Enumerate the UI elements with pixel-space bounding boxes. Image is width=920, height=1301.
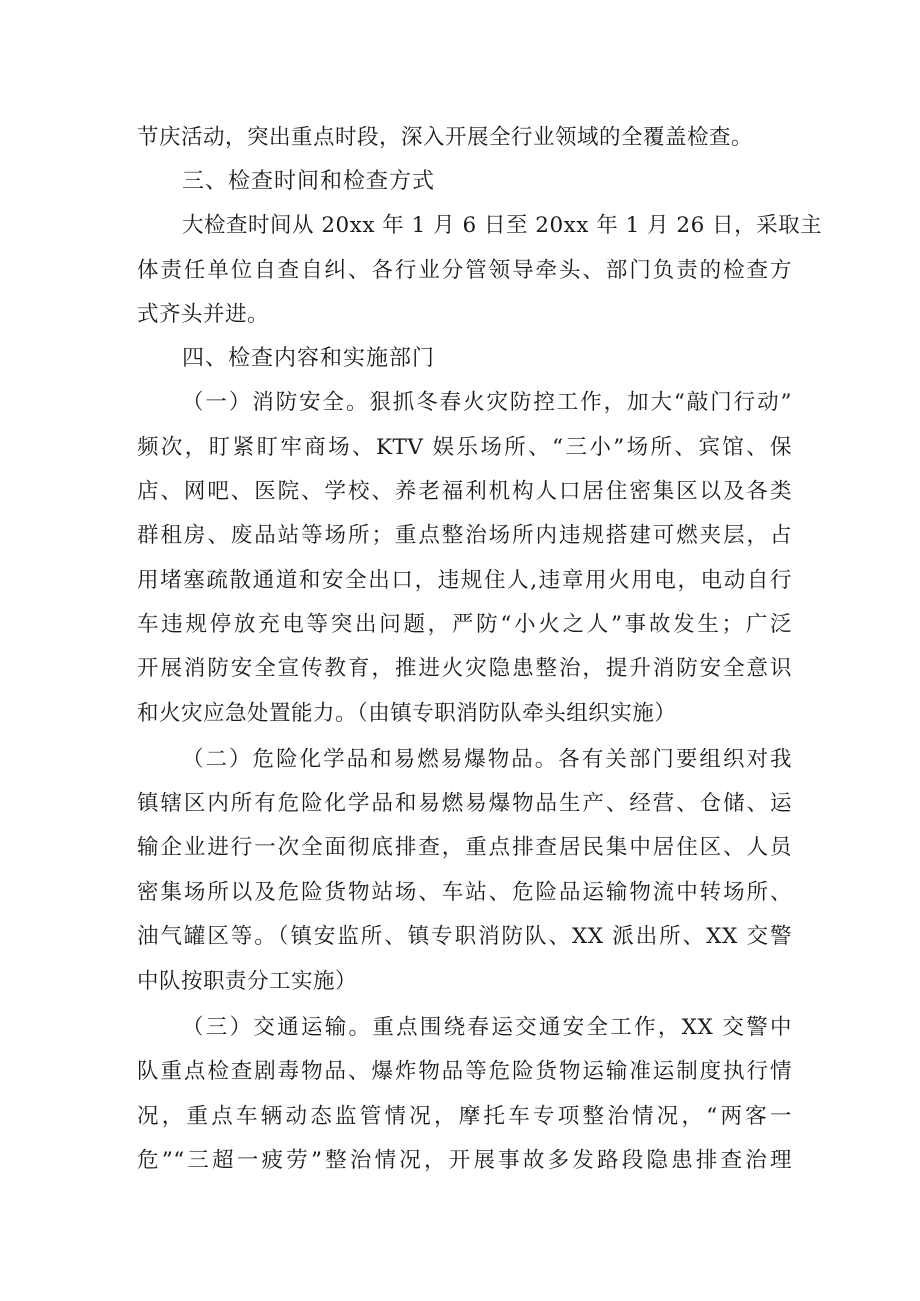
section-heading-4: 四、检查内容和实施部门 <box>182 346 436 371</box>
paragraph-line: 密集场所以及危险货物站场、车站、危险品运输物流中转场所、 <box>137 880 792 905</box>
paragraph-line: 中队按职责分工实施） <box>137 969 358 994</box>
paragraph-line: 群租房、废品站等场所；重点整治场所内违规搭建可燃夹层，占 <box>137 523 792 548</box>
paragraph-line: 镇辖区内所有危险化学品和易燃易爆物品生产、经营、仓储、运 <box>137 791 792 816</box>
paragraph-line: 用堵塞疏散通道和安全出口，违规住人,违章用火用电，电动自行 <box>137 568 792 593</box>
paragraph-line: 式齐头并进。 <box>137 302 270 327</box>
paragraph-line: 车违规停放充电等突出问题，严防“小火之人”事故发生；广泛 <box>137 612 792 637</box>
paragraph-line: （一）消防安全。狠抓冬春火灾防控工作，加大“敲门行动” <box>182 390 792 415</box>
paragraph-line: 开展消防安全宣传教育，推进火灾隐患整治，提升消防安全意识 <box>137 656 792 681</box>
paragraph-line: 危”“三超一疲劳”整治情况，开展事故多发路段隐患排查治理 <box>137 1148 792 1173</box>
paragraph-line: 频次，盯紧盯牢商场、KTV 娱乐场所、“三小”场所、宾馆、保 <box>137 435 792 460</box>
paragraph-line: （二）危险化学品和易燃易爆物品。各有关部门要组织对我 <box>182 747 792 772</box>
paragraph-line: 输企业进行一次全面彻底排查，重点排查居民集中居住区、人员 <box>137 835 792 860</box>
paragraph-line: 和火灾应急处置能力。（由镇专职消防队牵头组织实施） <box>137 701 677 726</box>
paragraph-line: 大检查时间从 20xx 年 1 月 6 日至 20xx 年 1 月 26 日，采取主 <box>182 213 823 238</box>
paragraph-line: （三）交通运输。重点围绕春运交通安全工作，XX 交警中 <box>182 1015 792 1040</box>
paragraph-line: 店、网吧、医院、学校、养老福利机构人口居住密集区以及各类 <box>137 479 792 504</box>
section-heading-3: 三、检查时间和检查方式 <box>182 169 436 194</box>
paragraph-line: 队重点检查剧毒物品、爆炸物品等危险货物运输准运制度执行情 <box>137 1059 792 1084</box>
paragraph-line: 体责任单位自查自纠、各行业分管领导牵头、部门负责的检查方 <box>137 258 792 283</box>
paragraph-line: 况，重点车辆动态监管情况，摩托车专项整治情况，“两客一 <box>137 1104 792 1129</box>
paragraph-line: 节庆活动，突出重点时段，深入开展全行业领域的全覆盖检查。 <box>137 125 754 150</box>
paragraph-line: 油气罐区等。（镇安监所、镇专职消防队、XX 派出所、XX 交警 <box>137 924 792 949</box>
